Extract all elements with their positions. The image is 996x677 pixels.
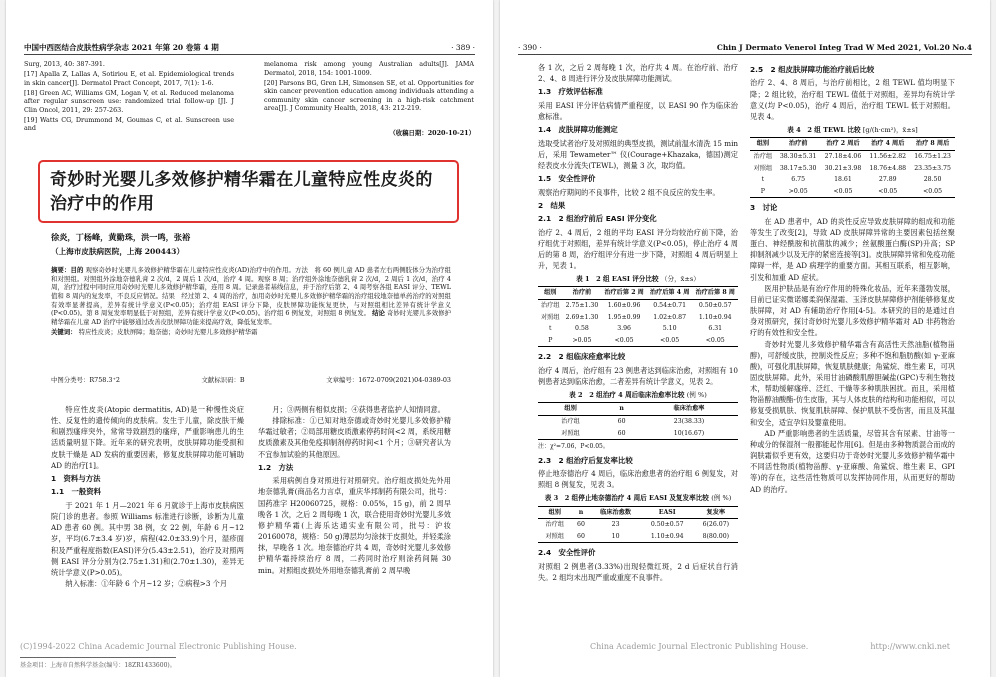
table-easi-score-caption [538,274,738,284]
table-cell: 对照组 [538,428,603,440]
table-row [538,323,738,335]
table-header-cell: 治疗前 [776,138,821,151]
table-header-cell: 临床治愈数 [590,506,640,519]
table-cell: 27.18±4.06 [824,152,862,160]
table-cell: 8(80.00) [694,531,738,543]
table-header-cell: 组别 [750,138,776,151]
table-cell: <0.05 [821,186,866,198]
paragraph: 纳入标准：①年龄 6 个月~12 岁；②病程>3 个月 [65,578,228,588]
table-cell: >0.05 [563,335,602,347]
abstract-text: 观察奇妙时光婴儿多效修护精华霜在儿童特应性皮炎(AD)治疗中的作用。方法 将 60 例儿童 AD 患者左右两侧肢体分为治疗组和对照组。对照组外涂地奈德乳膏 2 次/d，2 周后 1 次/d，治疗 4 周。观察 8 周；治疗组外涂地奈德乳膏 2 次/d，2 周后 1 次/d，治疗 4 周，治疗过程中同时应用奇妙时光婴儿多效修护精华霜，连用 8 周。记录患者基线信息，并于治疗后第 2、4 周考察各组 EASI 评分、TEWL 值和 8 周内的复发率，不良反应情况。结果 经过第 2、4 周的治疗，加用奇妙时光婴儿多效修护精华霜的治疗组较地奈德单药治疗的对照组有效率显著提高，差异有统计学意义(P<0.05)；治疗组 EASI 评分下降，皮肤屏障功能恢复更快，与对照组相比差异有统计学意义(P<0.05)。第 8 周复发率明显低于对照组，差异有统计学意义(P<0.05)。治疗组 6 例复发，对照组 8 例复发。 [51,266,451,318]
section-heading: 1.1 一般资料 [51,487,102,497]
table-header-row [538,287,738,300]
received-date: （收稿日期：2020-10-21） [389,129,475,137]
table-cure-rate-caption [538,390,738,400]
keywords [51,328,451,337]
table-unit: （分，x̄±s） [660,275,700,284]
table-cell: 10 [590,531,640,543]
table-cell: 23.35±3.75 [914,164,951,172]
table-unit: (例 %) [711,494,732,503]
section-heading: 2.2 2 组临床痊愈率比较 [538,352,626,362]
section-heading: 1.4 皮肤屏障功能测定 [538,125,618,135]
table-cell: 3.96 [617,325,631,333]
table-easi-score [538,286,738,347]
paragraph: 采用病例自身对照进行对照研究。治疗组皮损处先外用地奈德乳膏(商品名力言卓，重庆华邦制药有限公司，批号：国药准字 H20060725，规格：0.05%，15 g)，前 2 周早晚各 1 次，之后 2 周每晚 1 次，联合使用奇妙时光婴儿多效修护精华霜(上海乐达通实业有限公司，批号：沪妆 20160078，规格：50 g)薄层均匀涂抹于皮损处，并轻柔涂抹，早晚各 1 次。地奈德治疗共 4 周，奇妙时光婴儿多效修护精华霜持续治疗 8 周，二药同时治疗则涂药间隔 30 min。对照组皮损处外用地奈德乳膏前 2 周早晚 [258,476,451,575]
table-cell: 5.10 [662,325,677,333]
watermark-url: http://www.cnki.net [870,642,950,651]
table-cell: <0.05 [647,335,693,347]
paragraph: 奇妙时光婴儿多效修护精华霜含有高活性天然油脂(植物甾醇)，可舒缓皮肤，控制炎性反应；多种不饱和脂肪酸(如 γ-亚麻酸)，可强化肌肤屏障，恢复肌肤健康；角鲨烷、维生素 E，可巩固皮肤屏障。此外，采用甘油磷酸肌醇胆碱盐(GPC)专利生物技术，帮助缓解瘙痒、泛红、干燥等多种肌肤困扰。而且，采用植物甾醇油酸酯-仿生皮脂，其与人体皮肤的结构和功能相似，可以修复受损肌肤、恢复肌肤屏障、保护肌肤不受伤害，而且及其温和安全，适宜孕妇及婴童使用。 [750,339,955,427]
table-cell: 10(16.67) [640,428,738,440]
conclusion-label: 结论 [372,309,385,318]
table-header-row [750,138,955,151]
table-cell: 1.60±0.96 [607,302,641,310]
paragraph: 于 2021 年 1 月—2021 年 6 月就诊于上海市皮肤病医院门诊的患者。参照 Williams 标准进行诊断，诊断为儿童 AD 患者 60 例。其中男 38 例，女 22 例，年龄 6 月~12 岁，平均(6.7±3.4 岁)岁，病程(42.0±33.9)个月，湿疹面积及严重程度指数(EASI)评分(5.43±2.51)，治疗及对照两侧 EASI 评分分别为(2.75±1.31)和(2.70±1.30)，差异无统计学意义(P>0.05)。 [51,500,244,577]
reference-entry: [18] Green AC, Williams GM, Logan V, et al. Reduced melanoma after regular sunscreen use: randomized trial follow-up [J]. J Clin Oncol, 2011, 29: 257-263. [24,88,234,114]
table-header-cell: 治疗 8 周后 [910,138,955,151]
table-cell: 2.75±1.30 [565,302,599,310]
paragraph: 治疗 2、4、8 周后，与治疗前相比，2 组 TEWL 值均明显下降；2 组比较，治疗组 TEWL 值低于对照组，差异均有统计学意义(均 P<0.05)，治疗 4 周后，治疗组 TEWL 低于对照组。见表 4。 [750,78,955,121]
table-header-cell: 组别 [538,506,572,519]
table-cell: 对照组 [538,531,572,543]
paragraph: 观察治疗期间的不良事件，比较 2 组不良反应的发生率。 [538,187,720,197]
table-cell: 2.69±1.30 [565,313,599,321]
table-header-cell: 临床治愈率 [640,403,738,416]
watermark: China Academic Journal Electronic Publishing House. [590,642,809,651]
table-cell: <0.05 [692,335,738,347]
section-heading: 3 讨论 [750,203,778,213]
table-cell: 60 [603,428,640,440]
conclusion-text: 奇妙时光婴儿多效修护精华霜在儿童 AD 治疗中能够通过改善皮肤屏障功能来提高疗效，降低复发率。 [51,309,451,326]
authors: 徐炎，丁杨峰，黄勤珠，洪一鸣，张裕 [51,232,191,242]
table-caption-text: 表 4 2 组 TEWL 比较 [787,126,861,135]
affiliation: （上海市皮肤病医院，上海 200443） [51,247,185,256]
table-tewl-caption [750,125,955,135]
article-title-highlight [38,160,459,223]
funding-footnote: 基金项目：上海市自然科学基金(编号：18ZR1433600)。 [20,657,176,669]
table-cell: 11.56±2.82 [869,152,907,160]
table-cell: 1.02±0.87 [653,313,687,321]
journal-header: 中国中西医结合皮肤性病学杂志 2021 年第 20 卷第 4 期 [24,42,219,52]
table-cure-rate-note: 注：χ²=7.06，P<0.05。 [538,443,609,451]
table-tewl [750,137,955,198]
table-header-cell: 治疗 4 周后 [865,138,910,151]
reference-entry: [17] Apalla Z, Lallas A, Sotiriou E, et al. Epidemiological trends in skin cancer[J]. Dermatol Pract Concept, 2017, 7(1): 1-6. [24,70,234,87]
table-row [750,163,955,175]
table-cell: 治疗组 [753,152,773,160]
table-cell: P [538,335,563,347]
table-cell: 6.31 [708,325,723,333]
table-cell: t [761,176,765,184]
section-heading: 1 资料与方法 [51,473,101,483]
table-cell: <0.05 [601,335,647,347]
table-row [538,335,738,347]
body-column-left [538,62,738,583]
table-row [750,150,955,162]
table-cell: 60 [577,521,585,529]
table-cell: P [750,186,776,198]
body-column-right [750,62,955,495]
table-header-cell: n [572,506,591,519]
section-heading: 2.4 安全性评价 [538,548,596,558]
table-cell: >0.05 [776,186,821,198]
table-caption-text: 表 3 2 组停止地奈德治疗 4 周后 EASI 及复发率比较 [544,494,709,503]
references-column-right [264,60,474,114]
paragraph: 采用 EASI 评分评估病情严重程度，以 EASI 90 作为临床治愈标准。 [538,100,738,121]
table-cell: 30.21±3.98 [824,164,862,172]
table-cell: t [549,325,552,333]
table-cell: 对照组 [541,313,560,321]
table-cell: 治疗组 [545,521,565,529]
table-row [750,186,955,198]
table-header-cell: 治疗后第 4 周 [647,287,693,300]
paragraph: 在 AD 患者中，AD 的炎性反应导致皮肤屏障的组成和功能等发生了改变[2]，导致 AD 皮肤屏障异常的主要因素包括丝聚蛋白、神经酰胺和抗菌肽的减少；丝氨酸蛋白酶(SP)升高；SP 抑制剂减少以及无序的紧密连接等[3]。皮肤屏障异常和免疫功能障碍一样，是 AD 病理学的重要方面。其相互联系，相互影响，引发和加重 AD 症状。 [750,216,955,282]
table-cell: 0.50±0.57 [650,521,684,529]
article-meta [51,375,451,384]
table-cell: 1.95±0.99 [607,313,641,321]
table-unit: (例 %) [686,391,707,400]
table-cell: 18.76±4.88 [869,164,907,172]
paragraph: 排除标准：①已知对地奈德或奇妙时光婴儿多效修护精华霜过敏者；②局部用糖皮质激素停药时间<2 周，系统用糖皮质激素及其他免疫抑制剂停药时间<1 个月；③研究者认为不宜参加试验的其他原因。 [258,416,451,459]
table-cell: 对照组 [753,164,773,172]
table-header-cell: n [603,403,640,416]
table-cell: 18.61 [834,176,852,184]
reference-entry: Surg, 2013, 40: 387-391. [24,60,105,68]
table-header-cell: 组别 [538,287,563,300]
table-caption-text: 表 2 2 组治疗 4 周后临床治愈率比较 [569,391,685,400]
table-row [538,519,738,531]
table-recurrence-caption [538,493,738,503]
table-cell: 1.10±0.94 [698,313,732,321]
page-number: · 390 · [518,42,542,52]
journal-header: Chin J Dermato Venerol Integ Trad W Med 2021, Vol.20 No.4 [716,42,972,52]
table-row [538,531,738,543]
section-heading: 1.5 安全性评价 [538,174,596,184]
body-column-left [51,404,244,589]
table-header-cell: EASI [641,506,694,519]
running-header [24,40,475,55]
table-row [538,428,738,440]
table-cell: 0.50±0.57 [698,302,732,310]
abstract [51,266,451,337]
paragraph: 治疗 4 周后，治疗组有 23 例患者达到临床治愈，对照组有 10 例患者达到临床治愈，二者差异有统计学意义，见表 2。 [538,365,738,387]
table-cell: 0.54±0.71 [653,302,687,310]
page-number: · 389 · [451,42,475,52]
paragraph: 各 1 次，之后 2 周每晚 1 次，治疗共 4 周。在治疗前、治疗 2、4、8 周进行评分及皮肤屏障功能测试。 [538,63,738,84]
table-cell: 28.50 [923,176,942,184]
table-cell: <0.05 [910,186,955,198]
table-header-cell: 治疗 2 周后 [821,138,866,151]
paragraph: 停止地奈德治疗 4 周后，临床治愈患者的治疗组 6 例复发，对照组 8 例复发，见表 3。 [538,469,738,490]
section-heading: 1.3 疗效评估标准 [538,87,603,97]
table-cell: 23 [611,521,620,529]
section-heading: 2.5 2 组皮肤屏障功能治疗前后比较 [750,65,875,74]
table-cell: 0.58 [575,325,589,333]
article-id: 文章编号：1672-0709(2021)04-0389-03 [326,376,451,384]
table-header-cell: 治疗前 [563,287,602,300]
paragraph: 特应性皮炎(Atopic dermatitis, AD)是一种慢性炎症性、反复性的遗传倾向的皮肤病。发生于儿童，除皮肤干燥和剧烈瘙痒突外，常常导致剧烈的瘙痒，严重影响患儿的生活质量明显下降。近年来的研究表明，皮肤屏障功能受损和皮肤干燥是 AD 发病的重要因素，修复皮肤屏障功能可辅助 AD 的治疗[1]。 [51,405,244,470]
table-cell: 治疗组 [561,418,580,426]
table-unit: [g/(h·cm²)，x̄±s] [862,126,918,135]
table-row [538,416,738,428]
paragraph: 对照组 2 例患者(3.33%)出现轻微红斑，2 d 后症状自行消失。2 组均未出现严重或重度不良事件。 [538,561,738,583]
table-cell: 治疗组 [541,302,560,310]
table-header-row [538,506,738,519]
body-column-right [258,404,451,576]
table-cell: 16.75±1.23 [914,152,951,160]
table-cell: <0.05 [865,186,910,198]
table-header-cell: 治疗后第 2 周 [601,287,647,300]
table-cell: 6.75 [791,176,806,184]
paragraph: 选取受试者治疗及对照组的典型皮损，测试前温水清洗 15 min 后，采用 Tewameter™ 仪(Courage+Khazaka，德国)测定经表皮水分流失(TEWL)，测量 3 次，取均值。 [538,138,738,170]
reference-entry: [20] Parsons BG, Gren LH, Simonsen SE, et al. Opportunities for skin cancer prevention education among individuals attending a community skin cancer screening in a high-risk catchment area[J]. J Community Health, 2018, 43: 212-219. [264,78,474,113]
table-cure-rate [538,402,738,440]
section-heading: 2.3 2 组治疗后复发率比较 [538,455,633,465]
table-cell: 27.89 [878,176,897,184]
watermark: (C)1994-2022 China Academic Journal Electronic Publishing House. [20,642,297,651]
table-recurrence [538,506,738,544]
references-column-left [24,60,234,134]
abstract-label: 摘要：目的 [51,266,84,274]
table-header-row [538,403,738,416]
paragraph: 月；③两侧有相似皮损；④获得患者监护人知情同意。 [272,405,445,414]
table-cell: 1.10±0.94 [641,531,694,543]
table-cell: 23(38.33) [673,418,705,426]
table-cell: 38.30±5.31 [779,152,817,160]
table-header-cell: 复发率 [694,506,738,519]
reference-entry: melanoma risk among young Australian adults[J]. JAMA Dermatol, 2018, 154: 1001-1009. [264,60,474,77]
keywords-text: 特应性皮炎；皮肤屏障；地奈德；奇妙时光婴儿多效修护精华霜 [78,328,258,337]
table-cell: 6(26.07) [702,521,730,529]
section-heading: 2 结果 [538,200,566,210]
page-390 [500,0,990,677]
table-row [750,174,955,186]
reference-entry: [19] Watts CG, Drummond M, Goumas C, et al. Sunscreen use and [24,115,234,133]
section-heading: 1.2 方法 [258,462,294,472]
document-code: 文献标识码：B [201,376,245,384]
table-cell: 60 [572,531,591,543]
table-header-cell: 治疗后第 8 周 [692,287,738,300]
table-caption-text: 表 1 2 组 EASI 评分比较 [576,275,659,284]
paragraph: AD 严重影响患者的生活质量，尽管其含有尿素、甘油等一种或分的保湿剂一般都能起作用[6]。但是由多种物质混合而成的润肤霜似乎更有效，这要归功于奇妙时光婴儿多效修护精华霜中不同活性物质(植物甾醇、γ-亚麻酸、角鲨烷、维生素 E、GPI 等)的存在，这些活性物质可以发挥协同作用，从而更好的帮助 AD 的治疗。 [750,428,955,494]
page-389 [6,0,493,677]
table-cell: 60 [617,418,626,426]
table-header-cell: 组别 [538,403,603,416]
table-row [538,312,738,324]
article-title: 奇妙时光婴儿多效修护精华霜在儿童特应性皮炎的治疗中的作用 [50,170,433,214]
paragraph: 治疗 2、4 周后，2 组的平均 EASI 评分均较治疗前下降，治疗组优于对照组，差异有统计学意义(P<0.05)，停止治疗 4 周后的第 8 周，治疗组评分有进一步下降，对照组 4 周后明显上升，见表 1。 [538,227,738,271]
paragraph: 医用护肤品是有治疗作用的特殊化妆品，近年来蓬勃发展，目前已证实微诺娜柔润保湿霜、玉泽皮肤屏障修护剂能够修复皮肤屏障，对 AD 有辅助治疗作用[4-5]。本研究的目的是通过自身对照研究，探讨奇妙时光婴儿多效修护精华霜对 AD 非药物治疗的有效性和安全性。 [750,283,955,338]
running-header [518,40,972,55]
section-heading: 2.1 2 组治疗前后 EASI 评分变化 [538,214,657,224]
keywords-label: 关键词： [51,328,77,337]
table-row [538,300,738,312]
clc-number: 中图分类号：R758.3⁺2 [51,376,120,384]
table-cell: 38.17±5.30 [779,164,817,172]
